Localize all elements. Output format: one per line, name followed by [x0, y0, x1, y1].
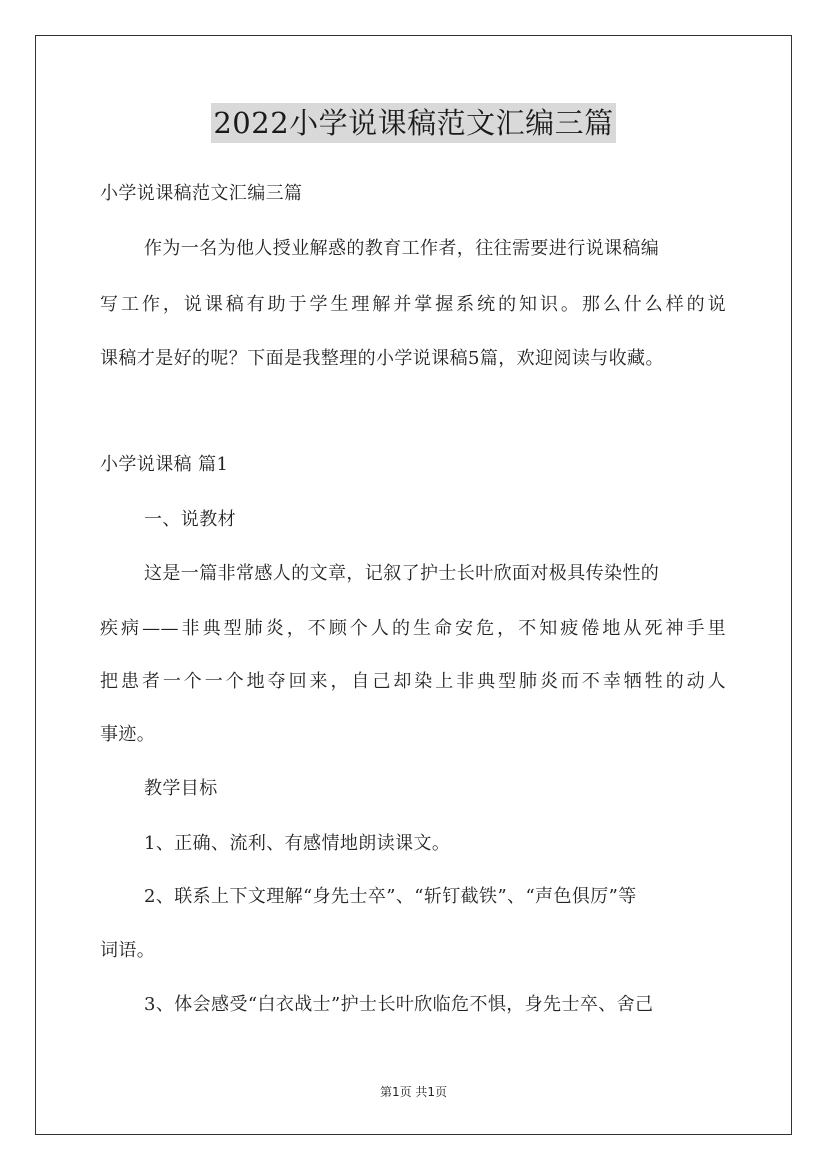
document-title: 2022小学说课稿范文汇编三篇 — [211, 103, 615, 143]
paragraph-line: 疾病——非典型肺炎，不顾个人的生命安危，不知疲倦地从死神手里 — [100, 618, 726, 639]
subtitle: 小学说课稿范文汇编三篇 — [100, 183, 303, 204]
list-item: 3、体会感受“白衣战士”护士长叶欣临危不惧，身先士卒、舍己 — [144, 994, 654, 1015]
paragraph-line: 把患者一个一个地夺回来，自己却染上非典型肺炎而不幸牺牲的动人 — [100, 671, 726, 692]
list-item: 2、联系上下文理解“身先士卒”、“斩钉截铁”、“声色俱厉”等 — [144, 886, 637, 907]
paragraph-line: 课稿才是好的呢？下面是我整理的小学说课稿5篇，欢迎阅读与收藏。 — [100, 348, 664, 369]
page-footer: 第1页 共1页 — [379, 1085, 448, 1099]
paragraph-line: 这是一篇非常感人的文章，记叙了护士长叶欣面对极具传染性的 — [144, 563, 660, 584]
paragraph-line: 写工作，说课稿有助于学生理解并掌握系统的知识。那么什么样的说 — [100, 294, 726, 315]
paragraph-line: 作为一名为他人授业解惑的教育工作者，往往需要进行说课稿编 — [144, 238, 660, 259]
paragraph-line: 事迹。 — [100, 724, 156, 745]
section-heading: 小学说课稿 篇1 — [100, 454, 229, 475]
subsection-heading: 教学目标 — [144, 778, 218, 799]
subsection-heading: 一、说教材 — [144, 509, 236, 530]
list-item: 1、正确、流利、有感情地朗读课文。 — [144, 833, 451, 854]
list-item-continuation: 词语。 — [100, 940, 156, 961]
title-container — [0, 103, 827, 143]
